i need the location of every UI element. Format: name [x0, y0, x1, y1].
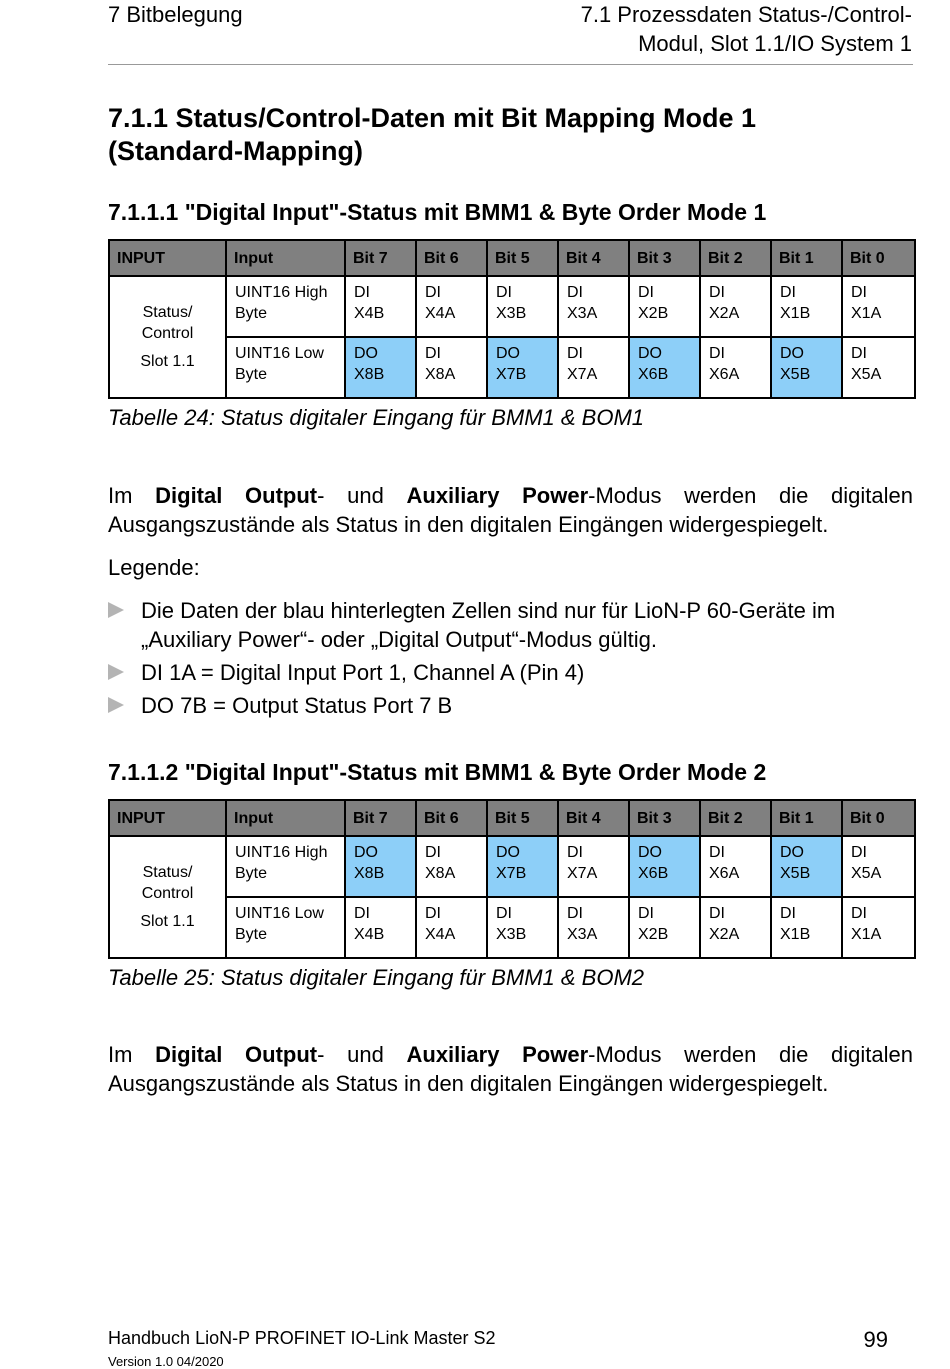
- bit-cell: DI X5A: [842, 337, 915, 398]
- table-header-cell: Bit 5: [487, 240, 558, 276]
- table-row: [109, 337, 915, 398]
- table-header-cell: Bit 7: [345, 800, 416, 836]
- footer-manual-title: Handbuch LioN-P PROFINET IO-Link Master S2: [108, 1328, 496, 1348]
- section-title-line1: 7.1.1 Status/Control-Daten mit Bit Mapping Mode 1: [108, 103, 757, 133]
- bullet-triangle-icon: [108, 697, 124, 713]
- bit-cell-highlighted: DO X6B: [629, 337, 700, 398]
- row-group-label-line: Control: [141, 325, 194, 342]
- table-header-cell: INPUT: [109, 800, 226, 836]
- bit-cell: DI X7A: [558, 337, 629, 398]
- table-header-cell: Bit 2: [700, 800, 771, 836]
- bit-cell-highlighted: DO X5B: [771, 337, 842, 398]
- bit-cell: DI X8A: [416, 337, 487, 398]
- bit-cell: DI X3B: [487, 276, 558, 337]
- table-header-cell: Input: [226, 800, 345, 836]
- bit-cell: DI X2A: [700, 897, 771, 958]
- row-label-cell: UINT16 High Byte: [226, 836, 345, 897]
- table-header-cell: Bit 7: [345, 240, 416, 276]
- table-header-cell: Bit 6: [416, 240, 487, 276]
- running-header-chapter: 7 Bitbelegung: [108, 2, 243, 27]
- bit-cell: DI X7A: [558, 836, 629, 897]
- table-caption-2: Tabelle 25: Status digitaler Eingang für BMM1 & BOM2: [108, 965, 645, 990]
- list-item: DI 1A = Digital Input Port 1, Channel A (Pin 4): [108, 658, 913, 687]
- row-group-label-line: Slot 1.1: [140, 913, 195, 930]
- running-header-section: [492, 0, 912, 58]
- table-header-row: [109, 800, 915, 836]
- subsection-heading-1: 7.1.1.1 "Digital Input"-Status mit BMM1 & Byte Order Mode 1: [108, 199, 767, 225]
- bit-cell: DI X2B: [629, 897, 700, 958]
- bullet-triangle-icon: [108, 664, 124, 680]
- row-group-label: [109, 836, 226, 958]
- bit-cell-highlighted: DO X7B: [487, 836, 558, 897]
- bit-cell-highlighted: DO X7B: [487, 337, 558, 398]
- table-header-cell: Bit 0: [842, 240, 915, 276]
- bit-cell: DI X4A: [416, 276, 487, 337]
- table-header-cell: Bit 3: [629, 800, 700, 836]
- list-item: DO 7B = Output Status Port 7 B: [108, 691, 913, 720]
- bit-cell: DI X3A: [558, 897, 629, 958]
- bit-cell: DI X4A: [416, 897, 487, 958]
- body-paragraph-2: Im Digital Output- und Auxiliary Power-Modus werden die digitalen Ausgangszustände als Status in den digitalen Eingängen widergespiegelt.: [108, 1042, 913, 1096]
- table-header-cell: Bit 1: [771, 800, 842, 836]
- section-title: [108, 102, 913, 168]
- bit-cell: DI X1A: [842, 276, 915, 337]
- page-number: 99: [863, 1327, 888, 1352]
- running-header-section-line1: 7.1 Prozessdaten Status-/Control-: [580, 2, 912, 27]
- bit-mapping-table-2: [108, 799, 916, 959]
- table-header-cell: Bit 2: [700, 240, 771, 276]
- row-group-label: [109, 276, 226, 398]
- bit-cell: DI X8A: [416, 836, 487, 897]
- table-header-cell: Bit 4: [558, 240, 629, 276]
- row-label-cell: UINT16 Low Byte: [226, 337, 345, 398]
- table-header-cell: Bit 1: [771, 240, 842, 276]
- table-row: [109, 276, 915, 337]
- bit-cell: DI X1A: [842, 897, 915, 958]
- bit-cell: DI X3B: [487, 897, 558, 958]
- table-header-cell: Bit 3: [629, 240, 700, 276]
- table-caption-1: Tabelle 24: Status digitaler Eingang für BMM1 & BOM1: [108, 405, 645, 430]
- bit-cell-highlighted: DO X6B: [629, 836, 700, 897]
- bit-cell: DI X5A: [842, 836, 915, 897]
- body-paragraph-1: Im Digital Output- und Auxiliary Power-Modus werden die digitalen Ausgangszustände als Status in den digitalen Eingängen widergespiegelt.: [108, 483, 913, 537]
- subsection-heading-2: 7.1.1.2 "Digital Input"-Status mit BMM1 & Byte Order Mode 2: [108, 759, 767, 785]
- bit-cell-highlighted: DO X8B: [345, 337, 416, 398]
- row-label-cell: UINT16 Low Byte: [226, 897, 345, 958]
- bit-cell-highlighted: DO X5B: [771, 836, 842, 897]
- table-header-cell: INPUT: [109, 240, 226, 276]
- bit-cell: DI X2B: [629, 276, 700, 337]
- row-group-label-line: Status/: [142, 864, 193, 881]
- row-group-label-line: Slot 1.1: [140, 353, 195, 370]
- row-group-label-line: Status/: [142, 304, 193, 321]
- table-header-row: [109, 240, 915, 276]
- bit-cell-highlighted: DO X8B: [345, 836, 416, 897]
- running-header-section-line2: Modul, Slot 1.1/IO System 1: [638, 31, 912, 56]
- bit-cell: DI X3A: [558, 276, 629, 337]
- list-item: Die Daten der blau hinterlegten Zellen sind nur für LioN-P 60-Geräte im „Auxiliary Power“- oder „Digital Output“-Modus gültig.: [108, 596, 913, 654]
- table-row: [109, 897, 915, 958]
- legend-label: Legende:: [108, 555, 200, 580]
- table-header-cell: Input: [226, 240, 345, 276]
- bit-cell: DI X4B: [345, 276, 416, 337]
- table-header-cell: Bit 4: [558, 800, 629, 836]
- bit-cell: DI X1B: [771, 276, 842, 337]
- bit-cell: DI X1B: [771, 897, 842, 958]
- bit-cell: DI X2A: [700, 276, 771, 337]
- table-row: [109, 836, 915, 897]
- table-header-cell: Bit 5: [487, 800, 558, 836]
- legend-list: [108, 596, 913, 724]
- bit-cell: DI X6A: [700, 337, 771, 398]
- bit-cell: DI X4B: [345, 897, 416, 958]
- table-header-cell: Bit 6: [416, 800, 487, 836]
- footer-version: Version 1.0 04/2020: [108, 1354, 224, 1369]
- bit-mapping-table-1: [108, 239, 916, 399]
- bit-cell: DI X6A: [700, 836, 771, 897]
- header-rule: [108, 64, 913, 65]
- bullet-triangle-icon: [108, 602, 124, 618]
- row-label-cell: UINT16 High Byte: [226, 276, 345, 337]
- section-title-line2: (Standard-Mapping): [108, 136, 363, 166]
- table-header-cell: Bit 0: [842, 800, 915, 836]
- row-group-label-line: Control: [141, 885, 194, 902]
